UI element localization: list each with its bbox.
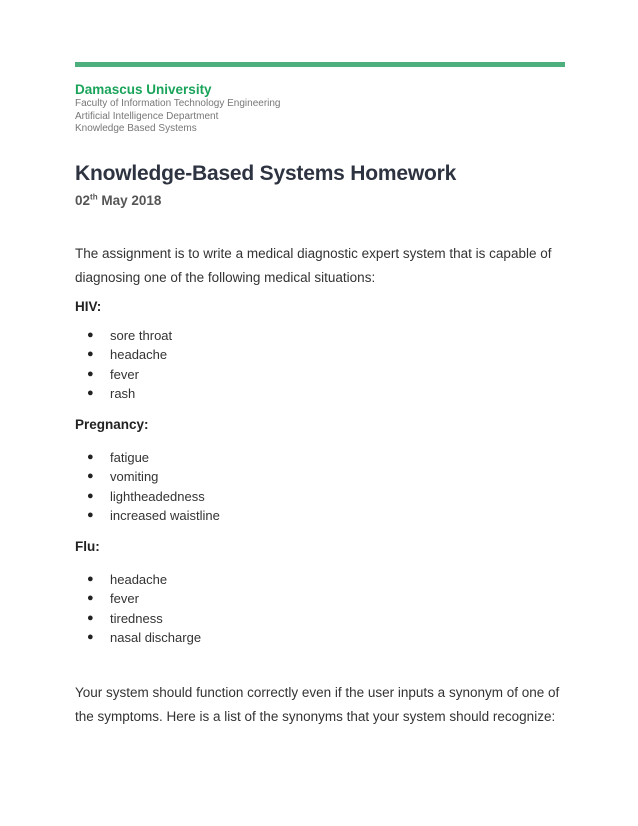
symptom-label: vomiting	[110, 469, 159, 484]
list-item	[75, 589, 565, 609]
date-suffix: th	[90, 192, 98, 201]
closing-paragraph: Your system should function correctly even if the user inputs a synonym of one of the symptoms. Here is a list of the synonyms that your system should recognize:	[75, 684, 560, 724]
symptom-label: nasal discharge	[110, 630, 202, 645]
list-item	[75, 628, 565, 648]
bullet-icon: ●	[87, 631, 94, 643]
symptom-label: fatigue	[110, 449, 150, 465]
condition-heading-hiv: HIV:	[75, 298, 102, 314]
list-item	[75, 609, 565, 629]
bullet-icon: ●	[87, 509, 94, 521]
document-content	[75, 82, 565, 729]
symptom-label: headache	[110, 571, 168, 587]
course-line: Knowledge Based Systems	[75, 123, 197, 134]
symptom-list-pregnancy	[75, 448, 565, 526]
symptom-label: rash	[110, 386, 136, 401]
list-item	[75, 467, 565, 487]
bullet-icon: ●	[87, 592, 94, 604]
condition-heading-flu: Flu:	[75, 538, 100, 554]
bullet-icon: ●	[87, 367, 94, 380]
list-item	[75, 448, 565, 468]
university-name: Damascus University	[75, 82, 212, 97]
date-day: 02	[75, 192, 91, 208]
symptom-label: lightheadedness	[110, 488, 205, 504]
list-item	[75, 365, 565, 385]
list-item	[75, 487, 565, 507]
document-title: Knowledge-Based Systems Homework	[75, 161, 457, 185]
bullet-icon: ●	[87, 572, 94, 585]
department-line: Artificial Intelligence Department	[75, 110, 219, 122]
date-month-year: May 2018	[97, 192, 162, 208]
intro-paragraph: The assignment is to write a medical diagnostic expert system that is capable of diagnosing one of the following medical situations:	[75, 245, 552, 285]
document-date	[75, 192, 565, 209]
symptom-label: headache	[110, 347, 168, 362]
symptom-label: tiredness	[110, 610, 163, 626]
bullet-icon: ●	[87, 387, 94, 399]
bullet-icon: ●	[87, 348, 94, 360]
bullet-icon: ●	[87, 489, 94, 502]
header-rule	[75, 62, 565, 67]
symptom-label: fever	[110, 366, 139, 382]
list-item	[75, 384, 565, 404]
list-item	[75, 570, 565, 590]
bullet-icon: ●	[87, 328, 94, 341]
symptom-label: increased waistline	[110, 508, 220, 523]
faculty-line: Faculty of Information Technology Engineering	[75, 98, 281, 109]
list-item	[75, 506, 565, 526]
bullet-icon: ●	[87, 611, 94, 624]
list-item	[75, 345, 565, 365]
condition-heading-pregnancy: Pregnancy:	[75, 416, 149, 432]
symptom-label: fever	[110, 591, 139, 606]
symptom-list-hiv	[75, 326, 565, 404]
bullet-icon: ●	[87, 470, 94, 482]
symptom-label: sore throat	[110, 327, 173, 343]
bullet-icon: ●	[87, 450, 94, 463]
symptom-list-flu	[75, 570, 565, 648]
list-item	[75, 326, 565, 346]
